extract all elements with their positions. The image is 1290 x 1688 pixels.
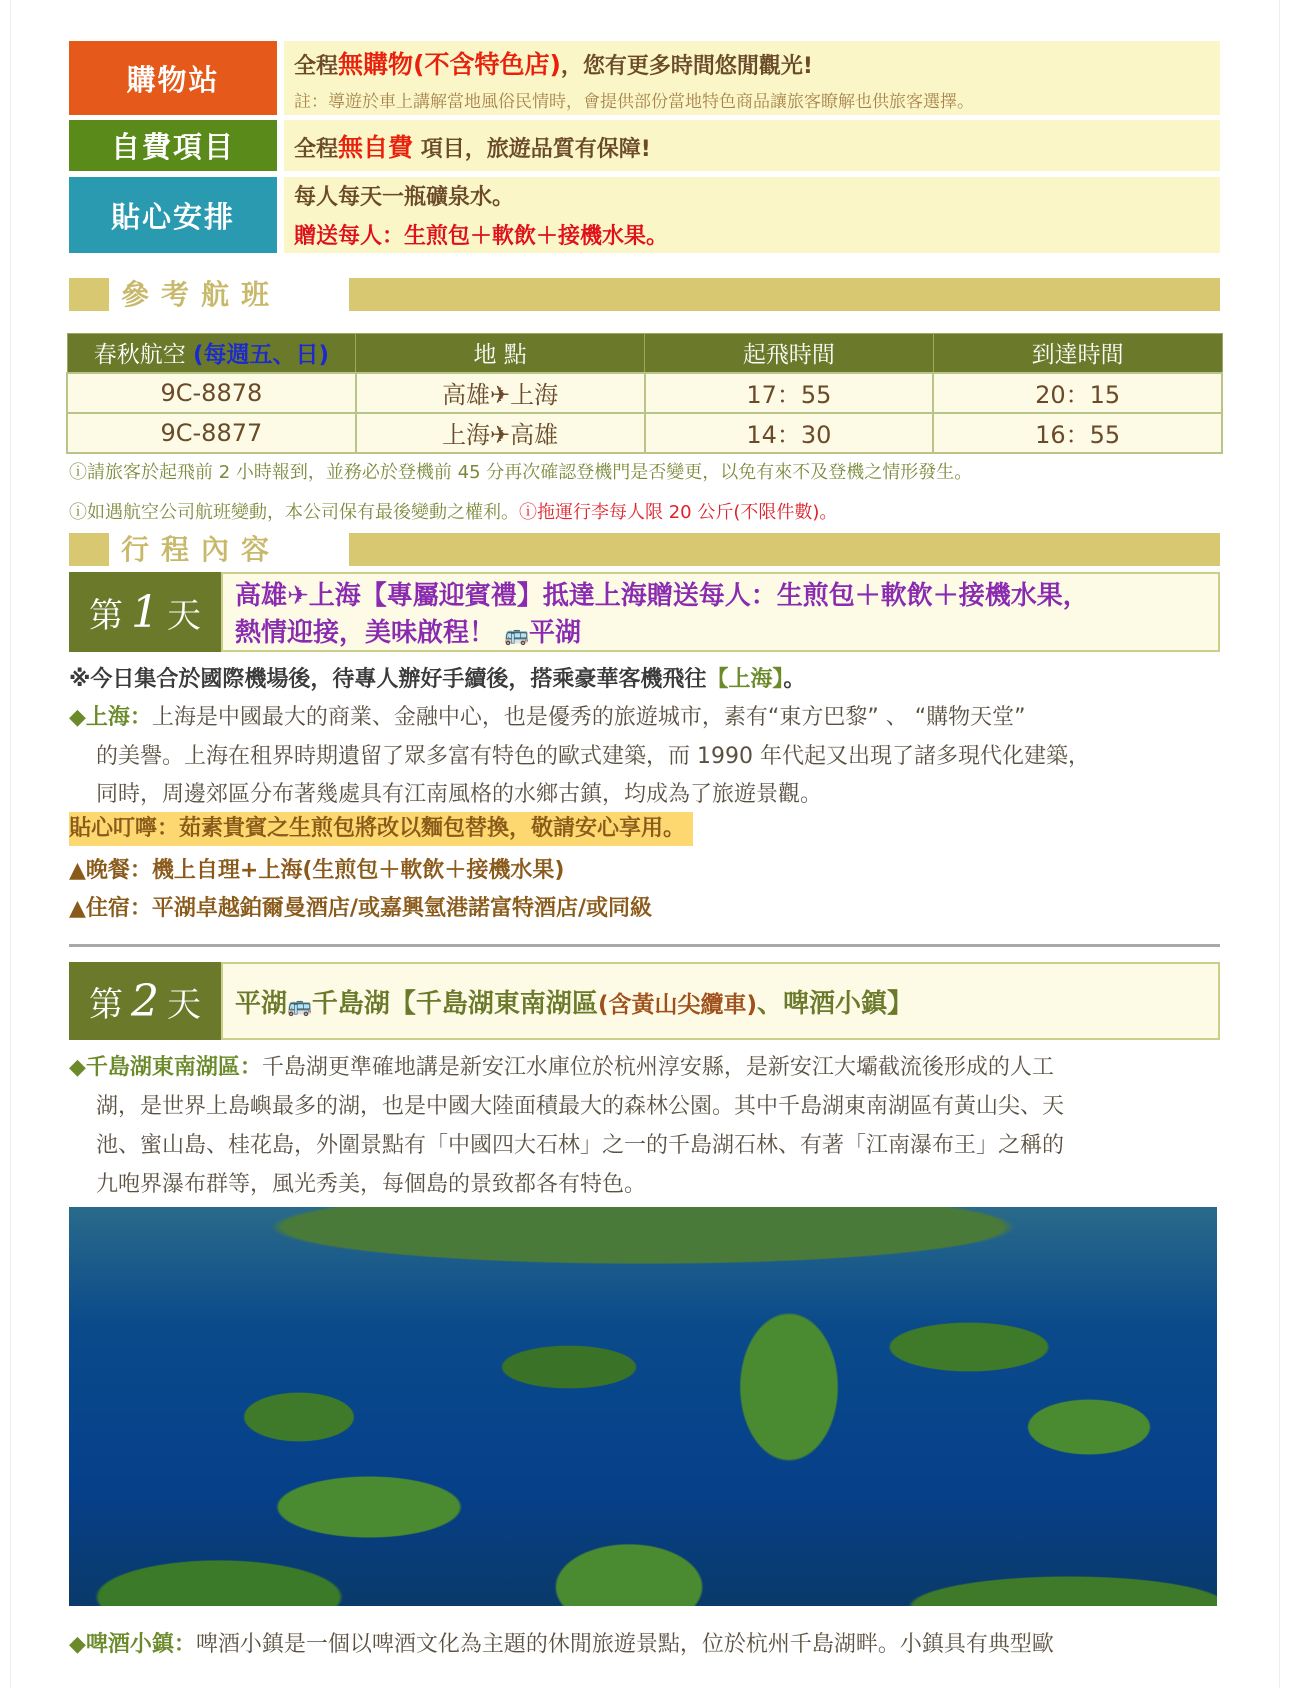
arrangement-content [284, 177, 1220, 253]
text: 天 [167, 984, 201, 1025]
qiandao-lake-photo [69, 1207, 1217, 1606]
itinerary-section-header [69, 533, 1220, 566]
optional-label: 自費項目 [69, 120, 277, 171]
text: 平湖 [235, 988, 288, 1019]
flight-depart: 17：55 [645, 373, 934, 413]
text: 項目，旅遊品質有保障! [413, 136, 651, 162]
table-row [67, 413, 1222, 453]
text: 每人每天一瓶礦泉水。 [294, 185, 515, 210]
shopping-note: 註：導遊於車上講解當地風俗民情時，會提供部份當地特色商品讓旅客瞭解也供旅客選擇。 [294, 91, 974, 112]
flight-no: 9C-8877 [67, 413, 356, 453]
flight-no: 9C-8878 [67, 373, 356, 413]
flights-section-header [69, 278, 1220, 311]
title-line: 高雄✈上海【專屬迎賓禮】抵達上海贈送每人：生煎包＋軟飲＋接機水果， [235, 581, 1089, 611]
section-title: 行程內容 [109, 533, 349, 566]
day-number: 1 [131, 586, 159, 638]
header-arrive: 到達時間 [933, 334, 1222, 373]
text: 同時，周邊郊區分布著幾處具有江南風格的水鄉古鎮，均成為了旅遊景觀。 [96, 782, 823, 807]
text: 全程 [294, 136, 339, 162]
header-airline: 春秋航空 [93, 342, 194, 369]
text: (含黃山尖纜車) [597, 991, 757, 1018]
text: 池、蜜山島、桂花島，外圍景點有「中國四大石林」之一的千島湖石林、有著「江南瀑布王」之稱的 [96, 1133, 1065, 1158]
text: 啤酒小鎮是一個以啤酒文化為主題的休閒旅遊景點，位於杭州千島湖畔。小鎮具有典型歐 [195, 1632, 1054, 1657]
header-days: (每週五、日) [193, 342, 330, 369]
text: 全程 [294, 53, 339, 79]
arrangement-label: 貼心安排 [69, 177, 277, 253]
meal-info: ▲晚餐：機上自理+上海(生煎包＋軟飲＋接機水果) [69, 858, 565, 883]
day1-title [221, 572, 1220, 652]
highlight: 【上海】 [706, 667, 784, 692]
text: 千島湖更準確地講是新安江水庫位於杭州淳安縣，是新安江大壩截流後形成的人工 [261, 1055, 1054, 1080]
text: 上海是中國最大的商業、金融中心，也是優秀的旅遊城市，素有“東方巴黎” 、 “購物天堂” [151, 705, 1026, 730]
text: 湖，是世界上島嶼最多的湖，也是中國大陸面積最大的森林公園。其中千島湖東南湖區有黃山尖、天 [96, 1094, 1065, 1119]
bus-icon: 🚌 [287, 992, 312, 1017]
flight-arrive: 16：55 [933, 413, 1222, 453]
optional-content [284, 120, 1220, 171]
header-place: 地 點 [356, 334, 645, 373]
bus-icon: 🚌 [504, 622, 529, 646]
hotel-info: ▲住宿：平湖卓越鉑爾曼酒店/或嘉興氫港諾富特酒店/或同級 [69, 896, 652, 921]
spot-name: ◆啤酒小鎮： [69, 1632, 196, 1657]
baggage-note: ⓘ拖運行李每人限 20 公斤(不限件數)。 [519, 502, 838, 523]
destination: 平湖 [528, 618, 581, 648]
tip-banner: 貼心叮嚀：茹素貴賓之生煎包將改以麵包替換，敬請安心享用。 [69, 812, 693, 846]
flight-arrive: 20：15 [933, 373, 1222, 413]
flight-note: ⓘ如遇航空公司航班變動，本公司保有最後變動之權利。 [69, 502, 519, 523]
spot-name: ◆上海： [69, 705, 152, 730]
shopping-label: 購物站 [69, 41, 277, 115]
text: 千島湖【千島湖東南湖區 [311, 988, 598, 1019]
day-number: 2 [131, 975, 159, 1027]
text: 。 [783, 667, 806, 692]
gift-text: 贈送每人：生煎包＋軟飲＋接機水果。 [294, 224, 669, 249]
flights-table [66, 333, 1223, 454]
header-depart: 起飛時間 [645, 334, 934, 373]
text: 九咆界瀑布群等，風光秀美，每個島的景致都各有特色。 [96, 1172, 647, 1197]
divider [69, 944, 1220, 947]
spot-name: ◆千島湖東南湖區： [69, 1055, 262, 1080]
title-line: 熱情迎接，美味啟程！ [235, 618, 496, 648]
text: 第 [89, 984, 123, 1025]
shopping-content [284, 41, 1220, 115]
section-title: 參考航班 [109, 278, 349, 311]
table-row [67, 373, 1222, 413]
flight-depart: 14：30 [645, 413, 934, 453]
text: 的美譽。上海在租界時期遺留了眾多富有特色的歐式建築，而 1990 年代起又出現了諸多現代化建築， [96, 744, 1090, 769]
flight-route: 高雄✈上海 [356, 373, 645, 413]
flight-route: 上海✈高雄 [356, 413, 645, 453]
text: ※今日集合於國際機場後，待專人辦好手續後，搭乘豪華客機飛往 [69, 667, 707, 692]
flight-note: ⓘ請旅客於起飛前 2 小時報到，並務必於登機前 45 分再次確認登機門是否變更，以免有來不及登機之情形發生。 [69, 462, 973, 483]
day2-label [69, 962, 221, 1040]
text: 第 [89, 595, 123, 636]
highlight: 無自費 [338, 132, 414, 162]
text: 天 [167, 595, 201, 636]
day1-label [69, 572, 221, 652]
text: ，您有更多時間悠閒觀光! [560, 53, 813, 79]
highlight: 無購物(不含特色店) [338, 49, 561, 79]
day2-title [221, 962, 1220, 1040]
text: 、啤酒小鎮】 [756, 988, 913, 1019]
